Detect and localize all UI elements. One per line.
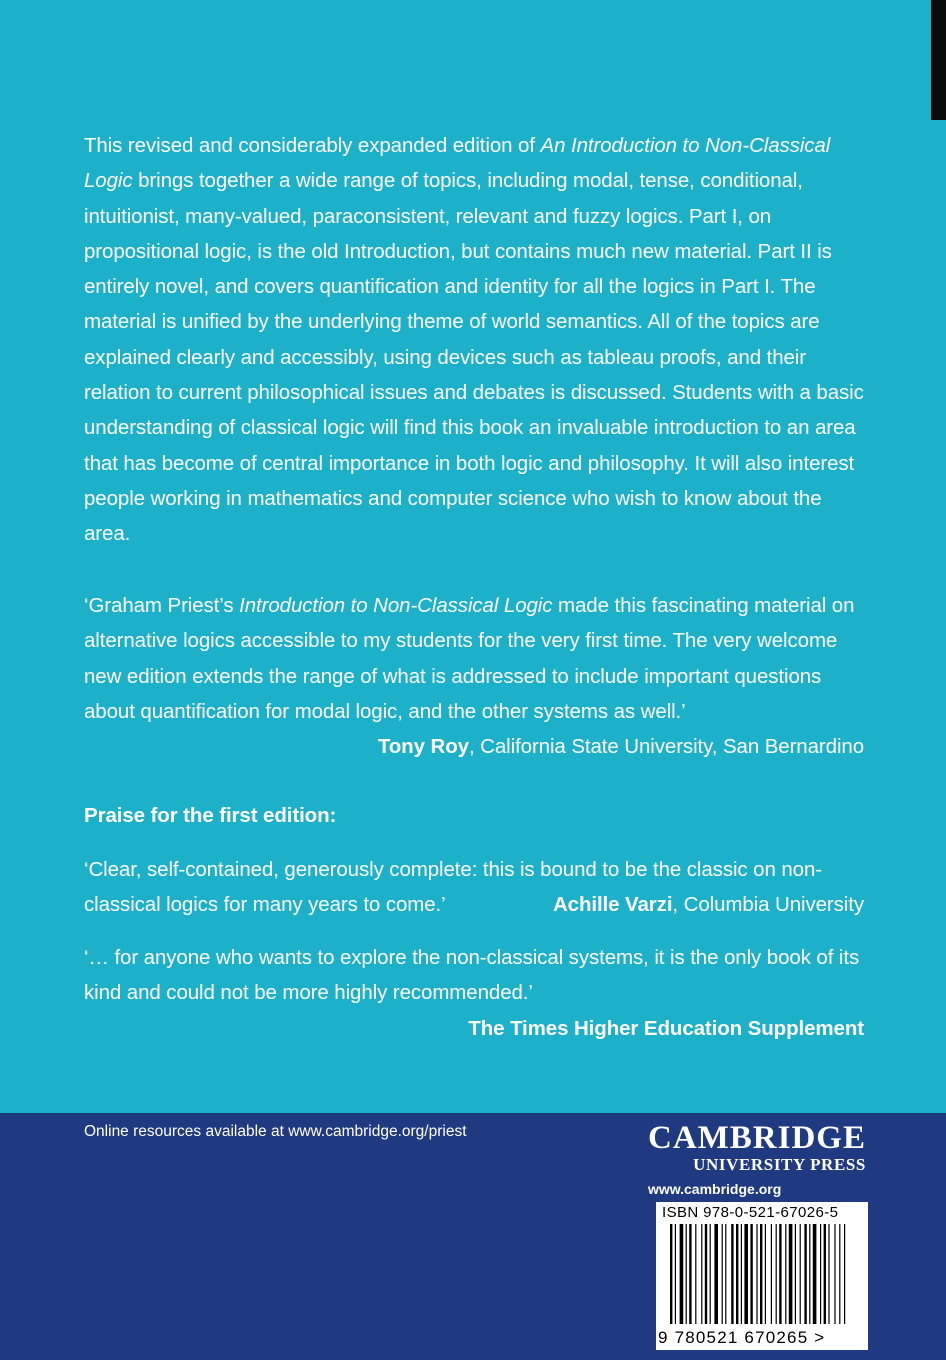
barcode-icon (656, 1224, 868, 1328)
endorsement-quote (84, 588, 864, 764)
praise2-body: ‘… for anyone who wants to explore the non-classical systems, it is the only book of its kind and could not be more highly recommended.’ (84, 946, 860, 1005)
endorsement-affiliation: , California State University, San Bernardino (468, 735, 864, 759)
praise-quote-2 (84, 940, 864, 1046)
praise1-line1: ‘Clear, self-contained, generously complete: this is bound to be the classic on non- (84, 858, 822, 881)
praise1-author: Achille Varzi (552, 893, 673, 917)
praise1-affiliation: , Columbia University (672, 893, 864, 917)
praise1-attribution (553, 887, 864, 922)
endorsement-body: made this fascinating material on alternative logics accessible to my students for the very first time. The very welcome new edition extends the range of what is addressed to include important questions about quantification for modal logic, and the other systems as well.’ (84, 594, 855, 723)
publisher-logo (648, 1121, 866, 1197)
isbn-label: ISBN 978-0-521-67026-5 (662, 1204, 839, 1221)
praise-quote-1 (84, 852, 864, 923)
description-prefix: This revised and considerably expanded edition of (84, 134, 541, 157)
footer-band (0, 1113, 946, 1360)
praise1-line2: classical logics for many years to come.’ (84, 893, 446, 917)
praise-heading: Praise for the first edition: (84, 804, 337, 827)
endorsement-author: Tony Roy (377, 735, 469, 759)
publisher-website: www.cambridge.org (647, 1181, 782, 1197)
barcode-digits: 9 780521 670265 > (658, 1328, 826, 1347)
online-resources: Online resources available at www.cambridge.org/priest (84, 1123, 467, 1140)
endorsement-prefix: ‘Graham Priest’s (84, 594, 240, 617)
description-paragraph (84, 128, 864, 552)
endorsement-attribution (84, 729, 864, 764)
endorsement-title: Introduction to Non-Classical Logic (239, 594, 553, 617)
publisher-press: UNIVERSITY PRESS (693, 1155, 866, 1174)
barcode-box (656, 1202, 868, 1350)
praise2-source: The Times Higher Education Supplement (468, 1016, 864, 1040)
description-body: brings together a wide range of topics, including modal, tense, conditional, intuitionist, many-valued, paraconsistent, relevant and fuzzy logics. Part I, on propositional logic, is the old Introduction, but contains much new material. Part II is entirely novel, and covers quantification and identity for all the logics in Part I. The material is unified by the underlying theme of world semantics. All of the topics are explained clearly and accessibly, using devices such as tableau proofs, and their relation to current philosophical issues and debates is discussed. Students with a basic understanding of classical logic will find this book an invaluable introduction to an area that has become of central importance in both logic and philosophy. It will also interest people working in mathematics and computer science who wish to know about the area. (84, 169, 864, 546)
publisher-name: CAMBRIDGE (647, 1120, 866, 1156)
book-title: An Introduction to Non-Classical Logic (84, 134, 831, 193)
corner-tab (931, 0, 946, 120)
